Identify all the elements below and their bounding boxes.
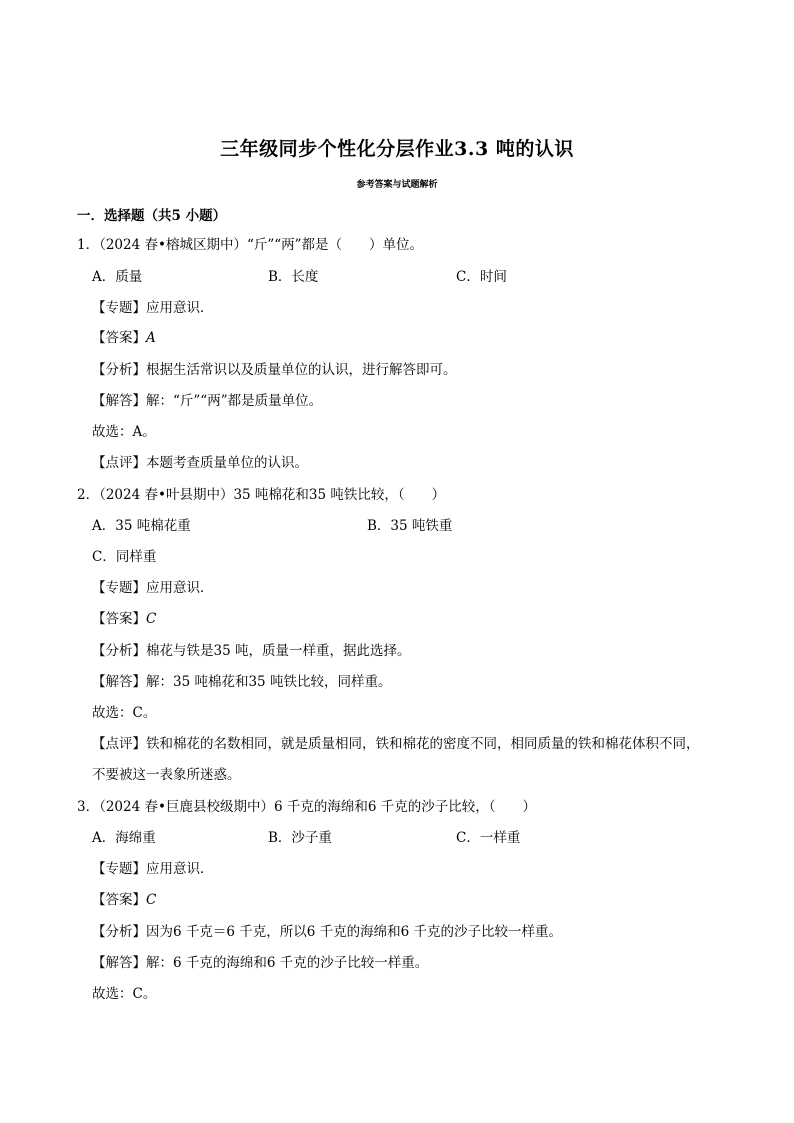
q2-analysis-tag: 【分析】 bbox=[92, 643, 146, 659]
q2-comment-continued: 不要被这一表象所迷惑。 bbox=[92, 767, 241, 783]
q3-option-b: B．沙子重 bbox=[268, 830, 332, 846]
q1-comment-tag: 【点评】 bbox=[92, 455, 146, 471]
q2-comment-text: 铁和棉花的名数相同，就是质量相同，铁和棉花的密度不同，相同质量的铁和棉花体积不同， bbox=[146, 736, 700, 752]
q1-option-a: A．质量 bbox=[92, 269, 143, 285]
q3-choice: 故选：C。 bbox=[92, 986, 157, 1002]
q3-analysis-text: 因为6 千克＝6 千克，所以6 千克的海绵和6 千克的沙子比较一样重。 bbox=[146, 924, 563, 940]
q2-option-c: C．同样重 bbox=[92, 549, 157, 565]
q1-analysis bbox=[92, 361, 457, 379]
question-3-stem: 3．（2024 春•巨鹿县校级期中）6 千克的海绵和6 千克的沙子比较，（ ） bbox=[77, 799, 536, 815]
q1-solution bbox=[92, 392, 322, 410]
q2-solution-text: 解：35 吨棉花和35 吨铁比较，同样重。 bbox=[146, 674, 392, 690]
q2-answer-text: C bbox=[146, 611, 157, 627]
q2-solution-tag: 【解答】 bbox=[92, 674, 146, 690]
q2-topic bbox=[92, 579, 214, 597]
q2-analysis bbox=[92, 642, 410, 660]
q3-analysis-tag: 【分析】 bbox=[92, 924, 146, 940]
q1-topic-text: 应用意识． bbox=[146, 300, 214, 316]
q1-solution-text: 解：“斤”“两”都是质量单位。 bbox=[146, 393, 323, 409]
q2-comment-tag: 【点评】 bbox=[92, 736, 146, 752]
q3-answer bbox=[92, 891, 156, 909]
q2-comment bbox=[92, 735, 700, 753]
q1-choice: 故选：A。 bbox=[92, 424, 156, 440]
section-heading: 一．选择题（共5 小题） bbox=[77, 208, 227, 224]
q1-comment bbox=[92, 454, 308, 472]
q2-topic-tag: 【专题】 bbox=[92, 580, 146, 596]
document-title: 三年级同步个性化分层作业3.3 吨的认识 bbox=[220, 138, 574, 160]
q3-analysis bbox=[92, 923, 562, 941]
question-1-stem: 1．（2024 春•榕城区期中）“斤”“两”都是（ ）单位。 bbox=[77, 237, 424, 253]
q3-option-c: C．一样重 bbox=[456, 830, 521, 846]
q1-topic-tag: 【专题】 bbox=[92, 300, 146, 316]
q2-option-a: A．35 吨棉花重 bbox=[92, 518, 191, 534]
q1-option-c: C．时间 bbox=[456, 269, 507, 285]
q2-analysis-text: 棉花与铁是35 吨，质量一样重，据此选择。 bbox=[146, 643, 411, 659]
q3-answer-text: C bbox=[146, 892, 157, 908]
q3-answer-tag: 【答案】 bbox=[92, 892, 146, 908]
q1-comment-text: 本题考查质量单位的认识。 bbox=[146, 455, 308, 471]
q1-analysis-text: 根据生活常识以及质量单位的认识，进行解答即可。 bbox=[146, 362, 457, 378]
q3-solution-tag: 【解答】 bbox=[92, 955, 146, 971]
q2-topic-text: 应用意识． bbox=[146, 580, 214, 596]
q2-answer bbox=[92, 610, 156, 628]
document-subtitle: 参考答案与试题解析 bbox=[356, 180, 438, 190]
question-2-stem: 2．（2024 春•叶县期中）35 吨棉花和35 吨铁比较，（ ） bbox=[77, 487, 446, 503]
q3-topic bbox=[92, 860, 214, 878]
q3-option-a: A．海绵重 bbox=[92, 830, 156, 846]
q1-option-b: B．长度 bbox=[268, 269, 319, 285]
q2-answer-tag: 【答案】 bbox=[92, 611, 146, 627]
q2-option-b: B．35 吨铁重 bbox=[367, 518, 453, 534]
q1-analysis-tag: 【分析】 bbox=[92, 362, 146, 378]
q3-solution-text: 解：6 千克的海绵和6 千克的沙子比较一样重。 bbox=[146, 955, 429, 971]
q1-answer-tag: 【答案】 bbox=[92, 330, 146, 346]
q3-topic-text: 应用意识． bbox=[146, 861, 214, 877]
q1-answer-text: A bbox=[146, 330, 156, 346]
q1-solution-tag: 【解答】 bbox=[92, 393, 146, 409]
q3-topic-tag: 【专题】 bbox=[92, 861, 146, 877]
q3-solution bbox=[92, 954, 428, 972]
q1-topic bbox=[92, 299, 214, 317]
q2-choice: 故选：C。 bbox=[92, 705, 157, 721]
q1-answer bbox=[92, 329, 156, 347]
q2-solution bbox=[92, 673, 391, 691]
